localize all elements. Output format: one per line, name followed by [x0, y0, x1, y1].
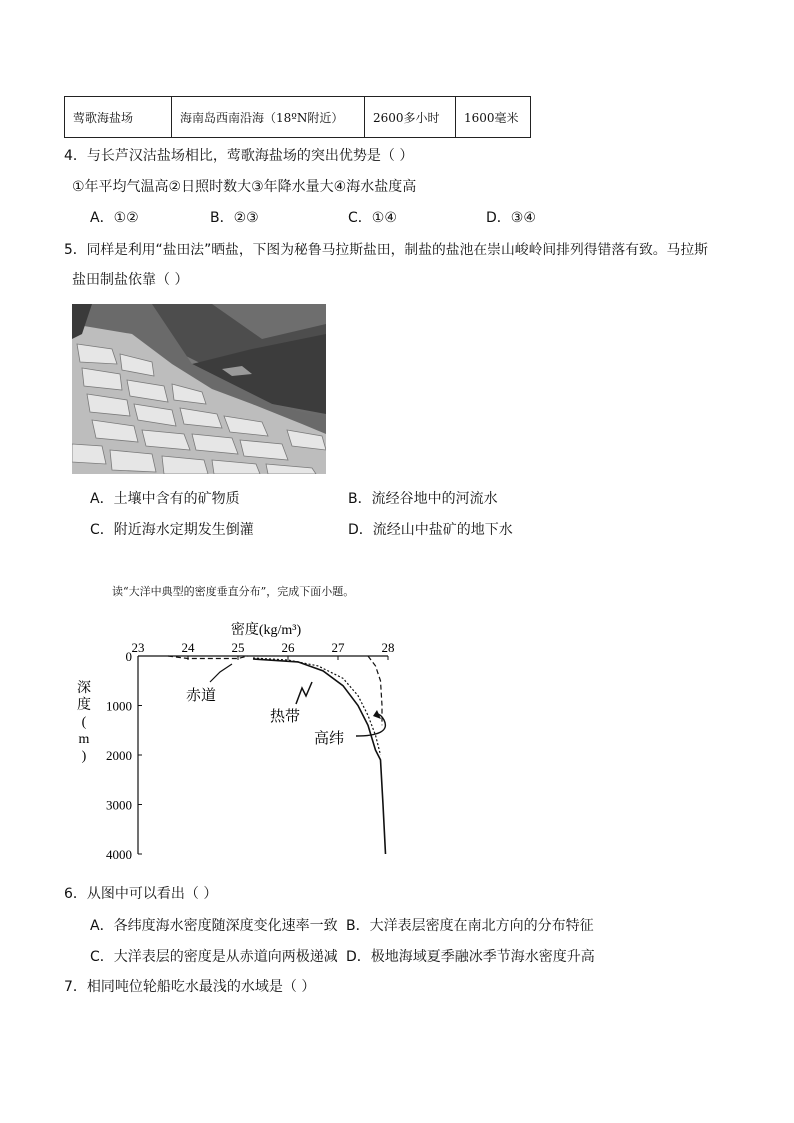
y-axis-title-char: (	[81, 715, 87, 730]
q5-option-c: C．附近海水定期发生倒灌	[90, 522, 254, 538]
label-gaowei: 高纬	[314, 731, 345, 747]
y-tick-label: 0	[125, 649, 132, 664]
y-tick-label: 3000	[106, 797, 132, 813]
x-tick-label: 25	[231, 640, 245, 655]
q7-stem: 7．相同吨位轮船吃水最浅的水域是（ ）	[64, 979, 316, 995]
y-tick-label: 2000	[106, 748, 132, 763]
table-cell: 海南岛西南沿海（18ºN附近）	[172, 97, 365, 138]
y-axis-title-char: )	[81, 749, 87, 764]
q4-stem: 4．与长芦汉沽盐场相比，莺歌海盐场的突出优势是（ ）	[64, 148, 414, 164]
q4-option-c: C．①④	[348, 210, 397, 226]
q5-option-b: B．流经谷地中的河流水	[348, 491, 498, 507]
y-axis-title-char: 深	[77, 681, 91, 696]
q5-stem-line1: 5．同样是利用“盐田法”晒盐，下图为秘鲁马拉斯盐田，制盐的盐池在崇山峻岭间排列得错落有致。马拉斯	[64, 242, 708, 258]
q5-option-d: D．流经山中盐矿的地下水	[348, 522, 513, 538]
density-depth-chart	[60, 612, 420, 872]
table-cell: 1600毫米	[456, 97, 531, 138]
table-cell: 莺歌海盐场	[65, 97, 172, 138]
x-tick-label: 26	[281, 640, 295, 655]
q5-option-a: A．土壤中含有的矿物质	[90, 491, 240, 507]
q4-option-d: D．③④	[486, 210, 536, 226]
q5-stem-line2: 盐田制盐依靠（ ）	[72, 272, 189, 288]
pointer-chidao	[210, 664, 232, 682]
figure-caption: 读“大洋中典型的密度垂直分布”，完成下面小题。	[112, 585, 355, 598]
label-redai: 热带	[270, 709, 301, 725]
x-axis-title: 密度(kg/m³)	[230, 623, 302, 638]
q6-option-a: A．各纬度海水密度随深度变化速率一致	[90, 918, 338, 934]
q6-option-b: B．大洋表层密度在南北方向的分布特征	[346, 918, 594, 934]
x-tick-label: 28	[381, 640, 395, 655]
series-line-3	[253, 659, 386, 854]
q6-option-d: D．极地海域夏季融冰季节海水密度升高	[346, 949, 595, 965]
salt-field-table	[64, 96, 531, 138]
q4-items: ①年平均气温高②日照时数大③年降水量大④海水盐度高	[72, 179, 417, 195]
q6-option-c: C．大洋表层的密度是从赤道向两极递减	[90, 949, 338, 965]
table-row	[65, 97, 531, 138]
table-cell: 2600多小时	[365, 97, 456, 138]
label-chidao: 赤道	[186, 688, 217, 704]
x-tick-label: 23	[131, 640, 145, 655]
pointer-redai	[296, 682, 312, 704]
y-axis-title	[77, 680, 91, 764]
q6-stem: 6．从图中可以看出（ ）	[64, 886, 218, 902]
y-tick-label: 4000	[106, 847, 132, 862]
x-tick-label: 24	[181, 640, 195, 655]
maras-salt-terraces-photo	[72, 304, 326, 474]
y-axis-title-char: m	[78, 732, 90, 747]
q4-option-a: A．①②	[90, 210, 139, 226]
y-axis-title-char: 度	[77, 698, 91, 713]
q4-option-b: B．②③	[210, 210, 259, 226]
x-tick-label: 27	[331, 640, 345, 655]
y-tick-label: 1000	[106, 698, 132, 714]
